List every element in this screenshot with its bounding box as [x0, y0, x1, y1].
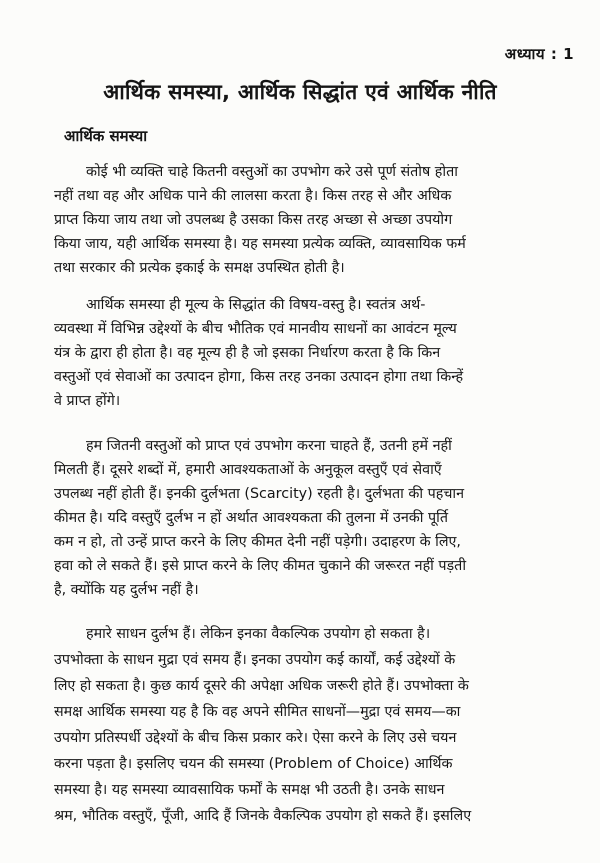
paragraph-line: कोई भी व्यक्ति चाहे कितनी वस्तुओं का उपभोग करे उसे पूर्ण संतोष होता: [86, 164, 458, 180]
paragraph-line: वे प्राप्त होंगे।: [54, 393, 121, 409]
paragraph-line: प्राप्त किया जाय तथा जो उपलब्ध है उसका किस तरह अच्छा से अच्छा उपयोग: [54, 212, 453, 228]
paragraph-line: व्यवस्था में विभिन्न उद्देश्यों के बीच भौतिक एवं मानवीय साधनों का आवंटन मूल्य: [54, 321, 457, 337]
paragraph-line: हवा को ले सकते हैं। इसे प्राप्त करने के लिए कीमत चुकाने की जरूरत नहीं पड़ती: [54, 558, 467, 574]
paragraph-line: यंत्र के द्वारा ही होता है। वह मूल्य ही है जो इसका निर्धारण करता है कि किन: [54, 345, 441, 361]
paragraph-line: मिलती हैं। दूसरे शब्दों में, हमारी आवश्यकताओं के अनुकूल वस्तुएँ एवं सेवाएँ: [54, 462, 442, 478]
paragraph-line: करना पड़ता है। इसलिए चयन की समस्या (Problem of Choice) आर्थिक: [54, 756, 453, 772]
paragraph-line: उपलब्ध नहीं होती हैं। इनकी दुर्लभता (Scarcity) रहती है। दुर्लभता की पहचान: [54, 486, 465, 502]
paragraph-line: तथा सरकार की प्रत्येक इकाई के समक्ष उपस्थित होती है।: [54, 260, 345, 276]
paragraph-line: श्रम, भौतिक वस्तुएँ, पूँजी, आदि हैं जिनके वैकल्पिक उपयोग हो सकते हैं। इसलिए: [54, 808, 472, 824]
paragraph-line: किया जाय, यही आर्थिक समस्या है। यह समस्या प्रत्येक व्यक्ति, व्यावसायिक फर्म: [54, 236, 466, 252]
chapter-label: अध्याय : 1: [504, 45, 574, 63]
paragraph-line: है, क्योंकि यह दुर्लभ नहीं है।: [54, 582, 199, 598]
page-title: आर्थिक समस्या, आर्थिक सिद्धांत एवं आर्थिक नीति: [103, 80, 497, 104]
paragraph-line: नहीं तथा वह और अधिक पाने की लालसा करता है। किस तरह से और अधिक: [54, 188, 452, 204]
paragraph-line: आर्थिक समस्या ही मूल्य के सिद्धांत की विषय-वस्तु है। स्वतंत्र अर्थ-: [86, 297, 426, 313]
paragraph-line: लिए हो सकता है। कुछ कार्य दूसरे की अपेक्षा अधिक जरूरी होते हैं। उपभोक्ता के: [54, 678, 469, 694]
paragraph-line: समक्ष आर्थिक समस्या यह है कि वह अपने सीमित साधनों—मुद्रा एवं समय—का: [54, 704, 461, 720]
section-heading: आर्थिक समस्या: [64, 127, 148, 145]
paragraph-line: उपयोग प्रतिस्पर्धी उद्देश्यों के बीच किस प्रकार करे। ऐसा करने के लिए उसे चयन: [54, 730, 457, 746]
paragraph-line: वस्तुओं एवं सेवाओं का उत्पादन होगा, किस तरह उनका उत्पादन होगा तथा किन्हें: [54, 369, 464, 385]
paragraph-line: कीमत है। यदि वस्तुएँ दुर्लभ न हों अर्थात आवश्यकता की तुलना में उनकी पूर्ति: [54, 510, 448, 526]
paragraph-line: हम जितनी वस्तुओं को प्राप्त एवं उपभोग करना चाहते हैं, उतनी हमें नहीं: [86, 438, 452, 454]
paragraph-line: उपभोक्ता के साधन मुद्रा एवं समय हैं। इनका उपयोग कई कार्यों, कई उद्देश्यों के: [54, 652, 456, 668]
paragraph-line: हमारे साधन दुर्लभ हैं। लेकिन इनका वैकल्पिक उपयोग हो सकता है।: [86, 626, 431, 642]
paragraph-line: समस्या है। यह समस्या व्यावसायिक फर्मों के समक्ष भी उठती है। उनके साधन: [54, 782, 445, 798]
paragraph-line: कम न हो, तो उन्हें प्राप्त करने के लिए कीमत देनी नहीं पड़ेगी। उदाहरण के लिए,: [54, 534, 461, 550]
